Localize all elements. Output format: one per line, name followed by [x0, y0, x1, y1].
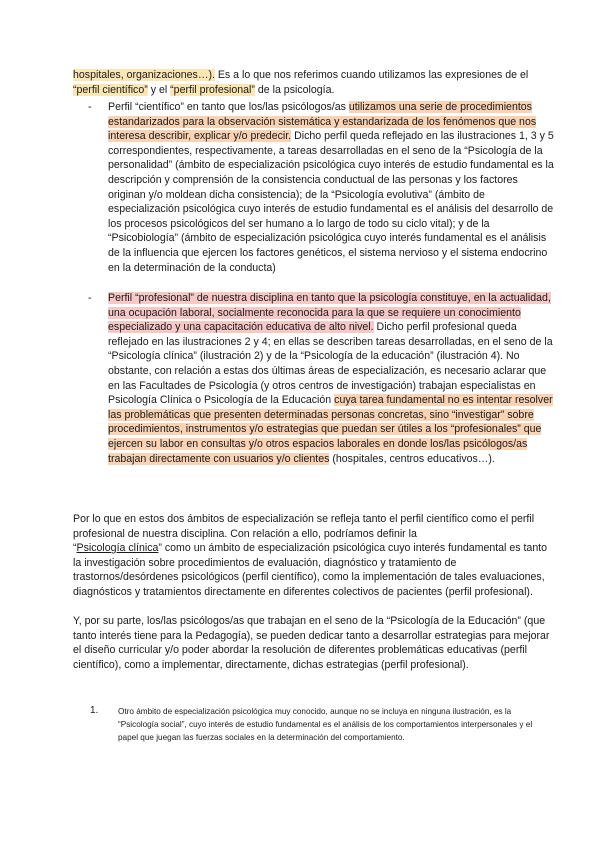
bullet-2-tail: (hospitales, centros educativos…). [329, 452, 495, 465]
highlight-hospitales: hospitales, organizaciones…). [73, 69, 215, 81]
footnote-text: Otro ámbito de especialización psicológica muy conocido, aunque no se incluya en ninguna ilustración, es la “Psicología social”, cuyo interés de estudio fundamental es el análisis de los comportamientos interpersonales y el papel que juegan las fuerzas sociales en la determinación del comportamiento. [118, 707, 533, 743]
para1-body: ” como un ámbito de especialización psicológica cuyo interés fundamental es tanto la investigación sobre procedimientos de evaluación, diagnóstico y tratamiento de trastornos/desórdenes psicológicos (perfil científico), como la implementación de tales evaluaciones, diagnósticos y tratamientos directamente en diferentes colectivos de pacientes (perfil profesional). [73, 542, 548, 598]
highlight-perfil-profesional: “perfil profesional” [170, 83, 255, 96]
bullet-2-body: Dicho perfil profesional queda reflejado en las ilustraciones 2 y 4; en ellas se describen tareas desarrolladas, en el seno de la “Psicología clínica” (ilustración 2) y de la “Psicología de la educación” (ilustración 4). No obstante, con relación a estas dos últimas áreas de especialización, es necesario aclarar que en las Facultades de Psicología (y otros centros de investigación) trabajan especialistas en Psicología Clínica o Psicología de la Educación [108, 321, 553, 407]
intro-text-2: y el [147, 83, 171, 96]
bullet-dash: - [88, 292, 92, 304]
underlined-psicologia-clinica: Psicología clínica [76, 542, 159, 555]
bullet-perfil-profesional [88, 291, 554, 466]
intro-text-3: de la psicología. [254, 83, 335, 96]
footnote-number: 1. [90, 705, 99, 716]
bullet-dash: - [88, 101, 92, 113]
highlight-procedimientos: utilizamos una serie de procedimientos estandarizados para la observación sistemática y estandarizada de los fenómenos que nos interesa describir, explicar y/o predecir. [108, 101, 537, 143]
intro-paragraph [73, 68, 543, 97]
intro-text: Es a lo que nos referimos cuando utilizamos las expresiones de el [214, 69, 529, 81]
para1-quote: “ [73, 542, 77, 555]
para1-lead: Por lo que en estos dos ámbitos de especialización se refleja tanto el perfil científico como el perfil profesional de nuestra disciplina. Con relación a ello, podríamos definir la [73, 513, 535, 540]
highlight-tarea-fundamental: cuya tarea fundamental no es intentar resolver las problemáticas que presenten determinadas personas concretas, sino “investigar” sobre procedimientos, instrumentos y/o estrategias que puedan ser útiles a los “profesionales” que ejercen su labor en consultas y/o otros espacios laborales en donde los/las psicólogos/as trabajan directamente con usuarios y/o clientes [108, 394, 553, 465]
paragraph-psicologia-educacion: Y, por su parte, los/las psicólogos/as que trabajan en el seno de la “Psicología de la Educación” (que tanto interés tiene para la Pedagogía), se pueden dedicar tanto a desarrollar estrategias para mejorar el diseño curricular y/o poder abordar la resolución de diferentes problemáticas educativas (perfil científico), como a implementar, directamente, dichas estrategias (perfil profesional). [73, 615, 550, 671]
bullet-1-body: Dicho perfil queda reflejado en las ilustraciones 1, 3 y 5 correspondientes, respectivamente, a tareas desarrolladas en el seno de la “Psicología de la personalidad” (ámbito de especialización psicológica cuyo interés de estudio fundamental es la descripción y comprensión de la consistencia conductual de las personas y los factores originan y/o moldean dicha consistencia); de la “Psicología evolutiva” (ámbito de especialización psicológica cuyo interés de estudio fundamental es el análisis del desarrollo de los procesos psicológicos del ser humano a lo largo de todo su ciclo vital); y de la “Psicobiología” (ámbito de especialización psicológica cuyo interés fundamental es el análisis de la influencia que ejercen los factores genéticos, el sistema nervioso y el sistema endocrino en la determinación de la conducta) [108, 130, 554, 274]
bullet-1-lead: Perfil “científico” en tanto que los/las psicólogos/as [108, 101, 349, 113]
highlight-perfil-cientifico: “perfil científico” [73, 83, 148, 96]
bullet-perfil-cientifico [88, 100, 554, 275]
highlight-ocupacion-laboral: Perfil “profesional” de nuestra disciplina en tanto que la psicología constituye, en la actualidad, una ocupación laboral, socialmente reconocida para la que se requiere un conocimiento especializado y una capacitación educativa de alto nivel. [108, 292, 551, 334]
paragraph-psicologia-clinica [73, 512, 553, 600]
